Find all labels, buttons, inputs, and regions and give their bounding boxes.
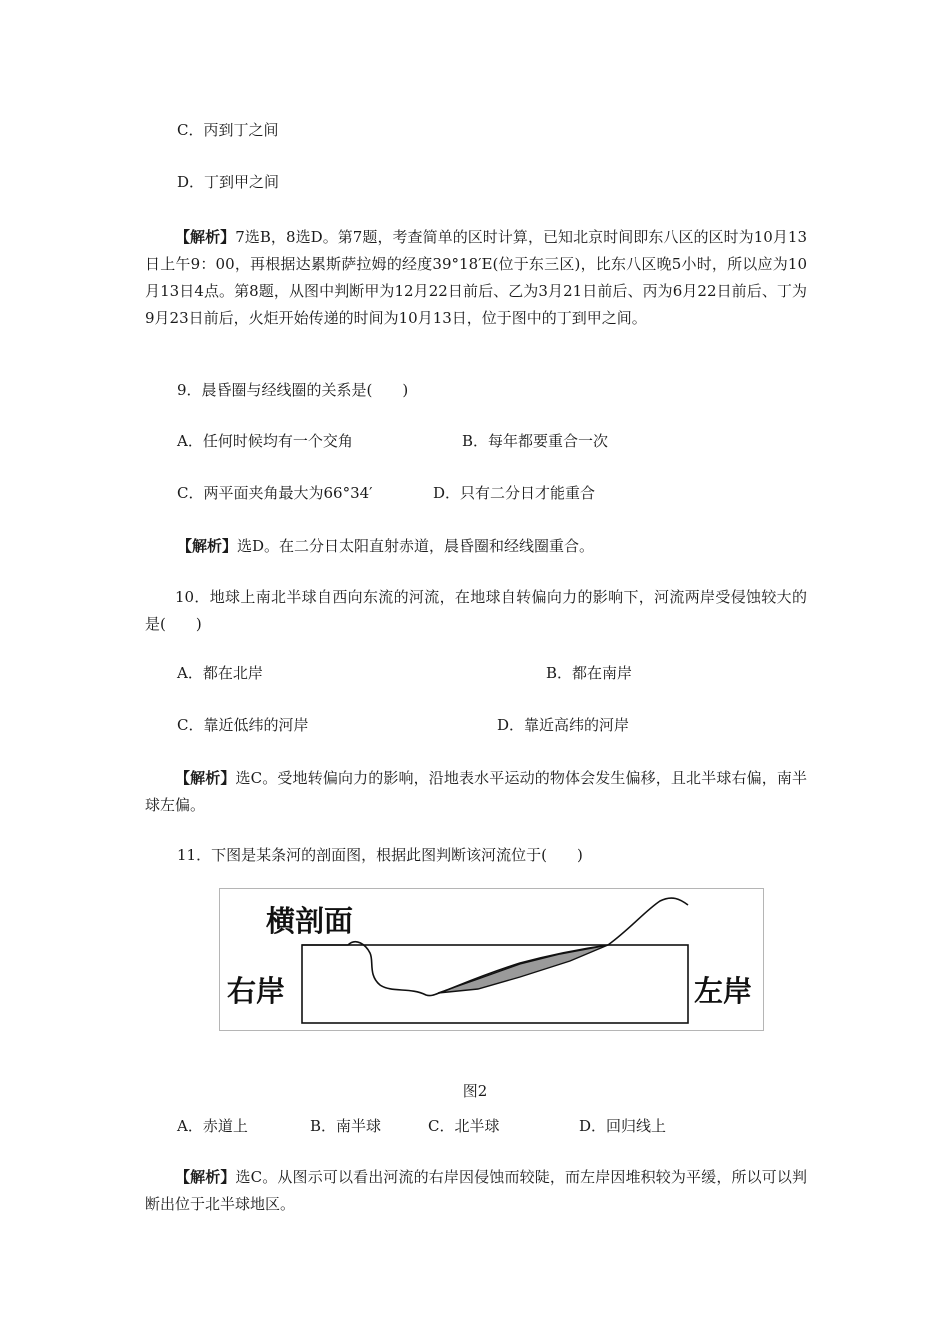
q11-option-b: B．南半球 (310, 1117, 382, 1135)
q10-option-b: B．都在南岸 (546, 664, 633, 682)
analysis-text: 选C。从图示可以看出河流的右岸因侵蚀而较陡，而左岸因堆积较为平缓，所以可以判断出位于北半球地区。 (145, 1168, 807, 1213)
q11-option-a: A．赤道上 (177, 1117, 248, 1135)
q10-option-a: A．都在北岸 (177, 664, 263, 682)
q9-option-b: B．每年都要重合一次 (462, 432, 609, 450)
deposit-area (438, 945, 608, 993)
q11-option-d: D．回归线上 (579, 1117, 667, 1135)
q8-option-d: D．丁到甲之间 (177, 173, 280, 191)
q11-analysis (145, 1164, 807, 1218)
river-cross-section-figure (219, 888, 764, 1031)
figure-title: 横剖面 (266, 904, 354, 938)
q10-option-c: C．靠近低纬的河岸 (177, 716, 309, 734)
q11-stem: 11．下图是某条河的剖面图，根据此图判断该河流位于( ) (177, 846, 583, 864)
analysis-tag: 【解析】 (177, 537, 238, 555)
figure-caption: 图2 (462, 1082, 488, 1100)
analysis-7-8 (145, 224, 807, 332)
river-cross-section-diagram (220, 889, 765, 1032)
right-bank-label: 右岸 (227, 974, 286, 1008)
q10-analysis (145, 765, 807, 819)
left-bank-label: 左岸 (694, 974, 753, 1008)
q9-stem: 9．晨昏圈与经线圈的关系是( ) (177, 381, 409, 399)
q9-option-d: D．只有二分日才能重合 (433, 484, 596, 502)
analysis-text: 7选B，8选D。第7题，考查简单的区时计算，已知北京时间即东八区的区时为10月13日上午9：00，再根据达累斯萨拉姆的经度39°18′E(位于东三区)，比东八区晚5小时，所以应为10月13日4点。第8题，从图中判断甲为12月22日前后、乙为3月21日前后、丙为6月22日前后、丁为9月23日前后，火炬开始传递的时间为10月13日，位于图中的丁到甲之间。 (145, 228, 807, 327)
q11-option-c: C．北半球 (428, 1117, 500, 1135)
analysis-tag: 【解析】 (175, 228, 236, 246)
q9-analysis (177, 535, 594, 557)
q10-stem: 10．地球上南北半球自西向东流的河流，在地球自转偏向力的影响下，河流两岸受侵蚀较大的是( ) (145, 588, 807, 633)
q8-option-c: C．丙到丁之间 (177, 121, 279, 139)
analysis-text: 选C。受地转偏向力的影响，沿地表水平运动的物体会发生偏移，且北半球右偏，南半球左偏。 (145, 769, 807, 814)
analysis-tag: 【解析】 (175, 1168, 236, 1186)
analysis-tag: 【解析】 (175, 769, 236, 787)
q10-option-d: D．靠近高纬的河岸 (497, 716, 630, 734)
analysis-text: 选D。在二分日太阳直射赤道，晨昏圈和经线圈重合。 (237, 537, 595, 555)
q9-option-a: A．任何时候均有一个交角 (177, 432, 353, 450)
q9-option-c: C．两平面夹角最大为66°34′ (177, 484, 373, 502)
